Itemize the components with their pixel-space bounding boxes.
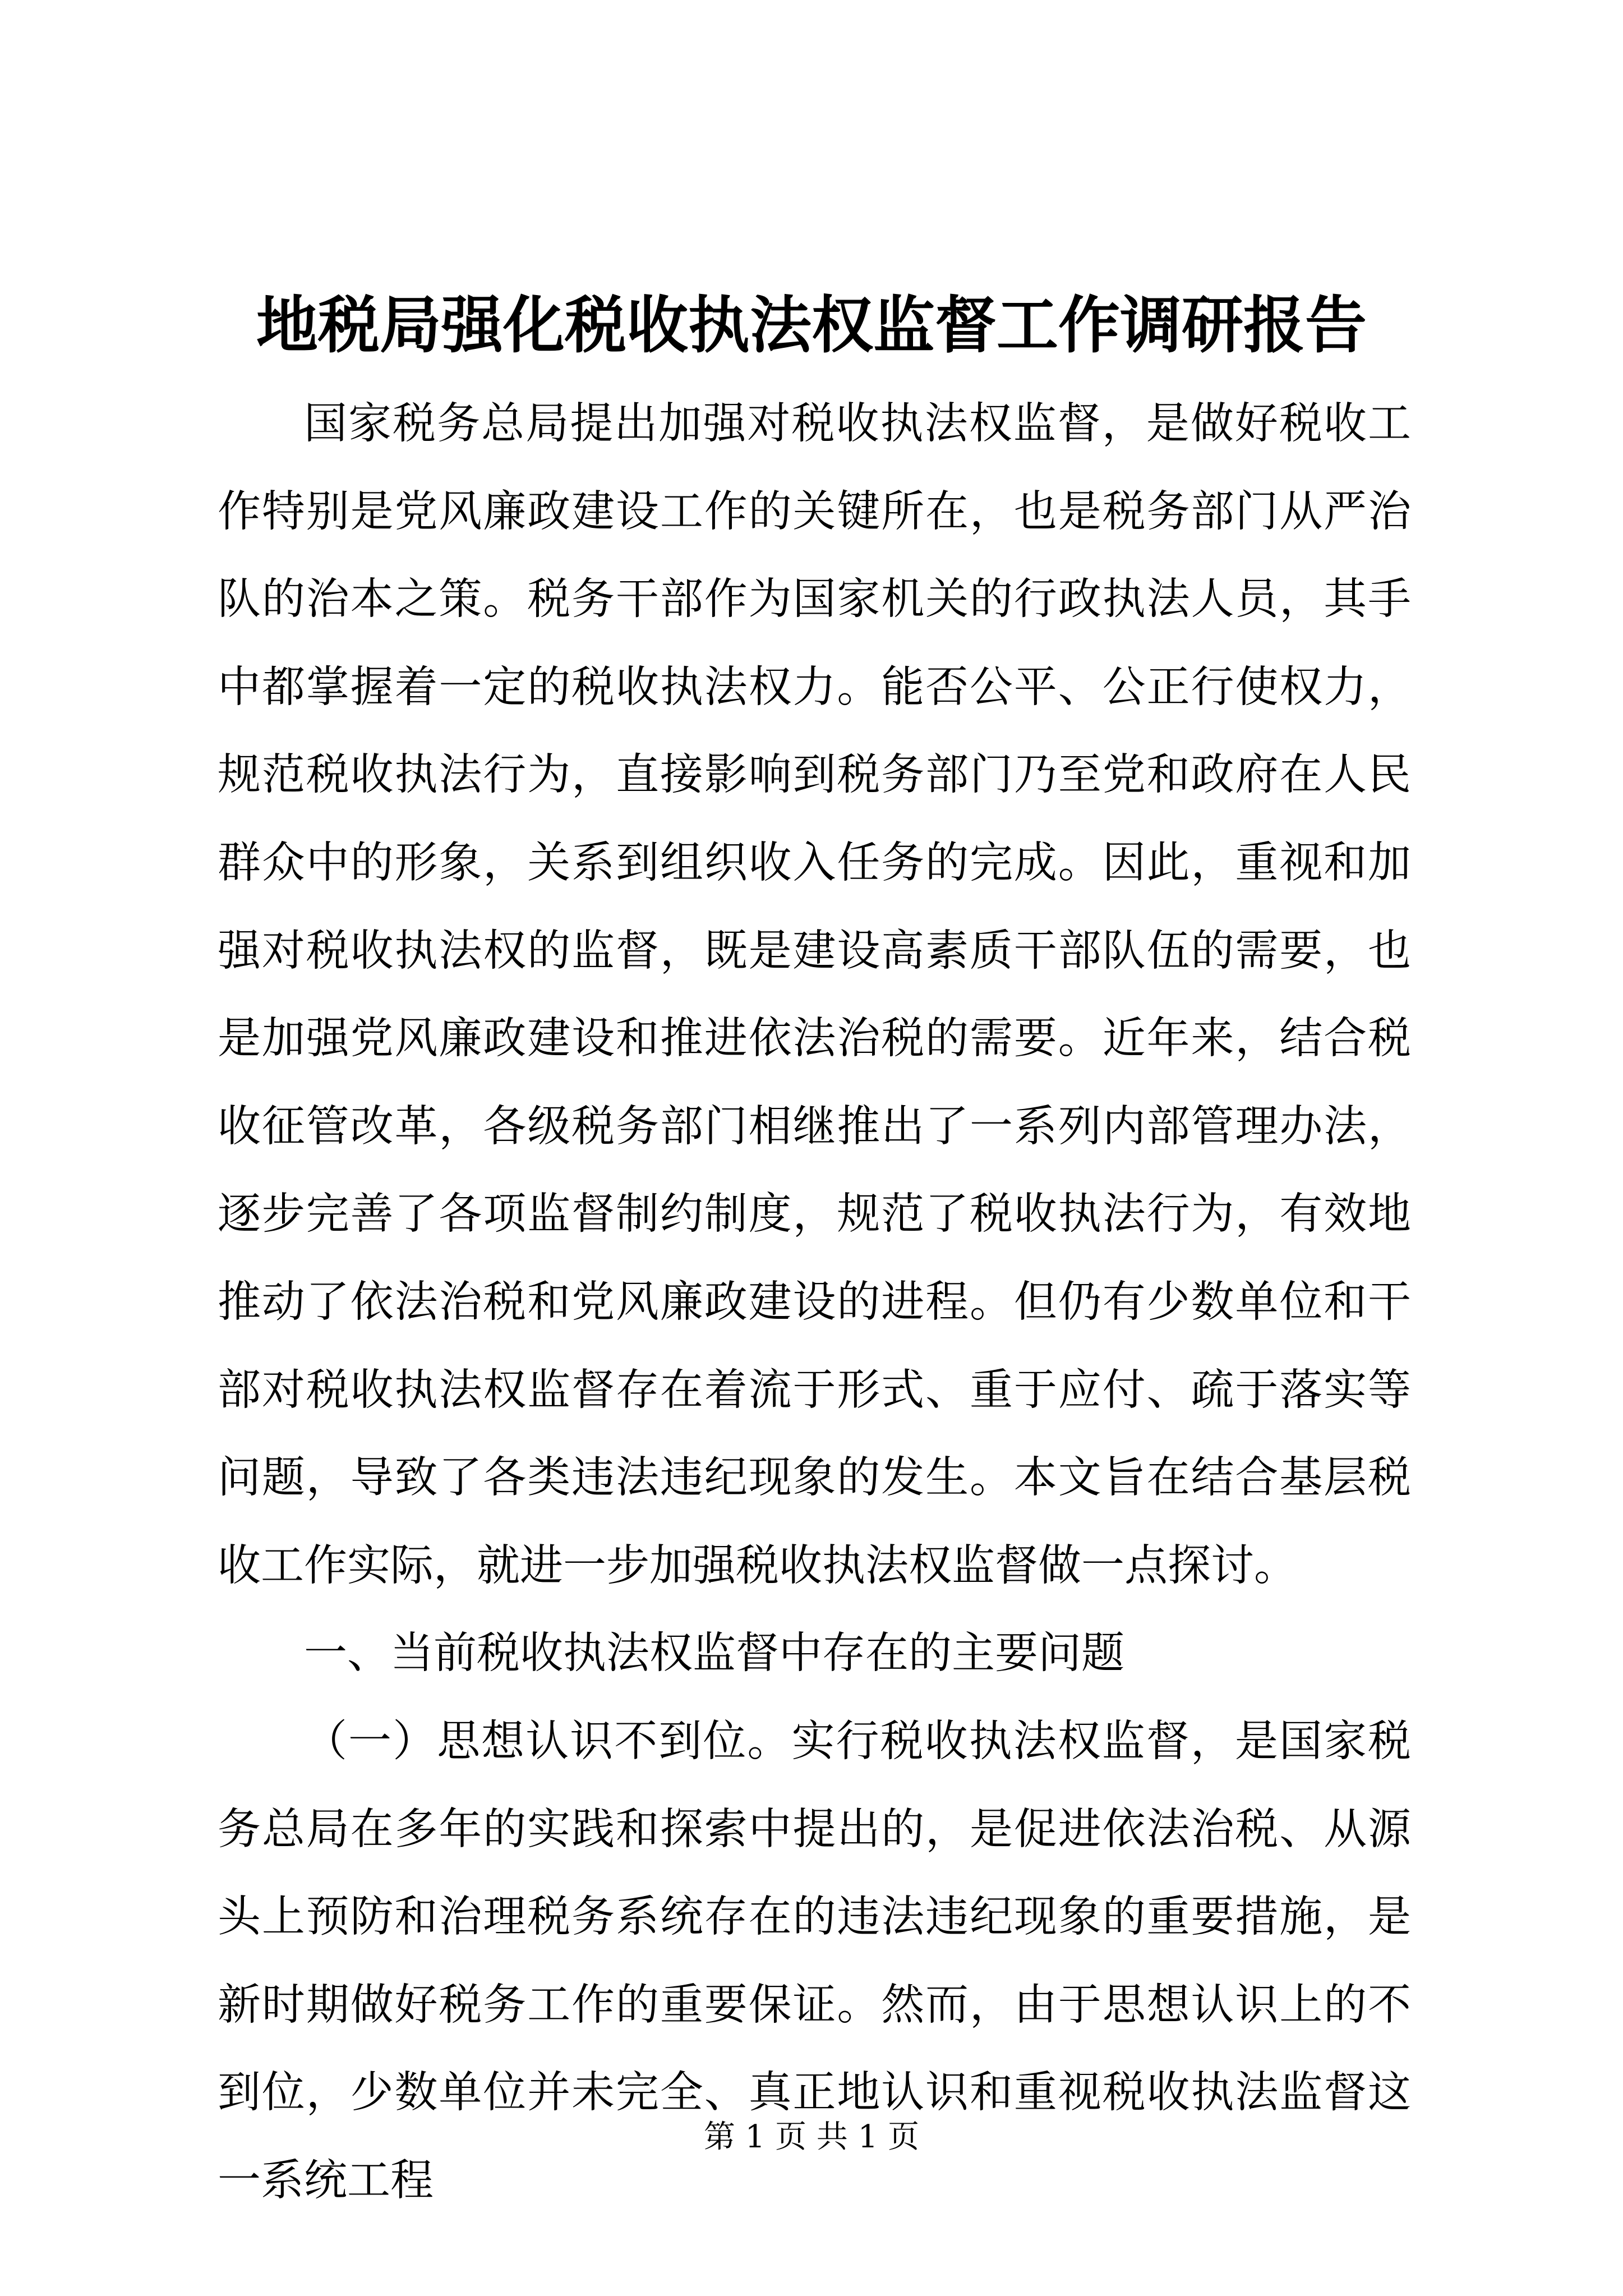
document-body — [218, 380, 1411, 2225]
document-title: 地税局强化税收执法权监督工作调研报告 — [256, 289, 1367, 361]
intro-paragraph: 国家税务总局提出加强对税收执法权监督，是做好税收工作特别是党风廉政建设工作的关键所在，也是税务部门从严治队的治本之策。税务干部作为国家机关的行政执法人员，其手中都掌握着一定的税收执法权力。能否公平、公正行使权力，规范税收执法行为，直接影响到税务部门乃至党和政府在人民群众中的形象，关系到组织收入任务的完成。因此，重视和加强对税收执法权的监督，既是建设高素质干部队伍的需要，也是加强党风廉政建设和推进依法治税的需要。近年来，结合税收征管改革，各级税务部门相继推出了一系列内部管理办法，逐步完善了各项监督制约制度，规范了税收执法行为，有效地推动了依法治税和党风廉政建设的进程。但仍有少数单位和干部对税收执法权监督存在着流于形式、重于应付、疏于落实等问题，导致了各类违法违纪现象的发生。本文旨在结合基层税收工作实际，就进一步加强税收执法权监督做一点探讨。 — [218, 399, 1411, 1591]
page-footer: 第 1 页 共 1 页 — [703, 2119, 920, 2155]
section-paragraph: （一）思想认识不到位。实行税收执法权监督，是国家税务总局在多年的实践和探索中提出的，是促进依法治税、从源头上预防和治理税务系统存在的违法违纪现象的重要措施，是新时期做好税务工作的重要保证。然而，由于思想认识上的不到位，少数单位并未完全、真正地认识和重视税收执法监督这一系统工程 — [218, 1716, 1411, 2206]
section-heading: 一、当前税收执法权监督中存在的主要问题 — [304, 1628, 1124, 1679]
